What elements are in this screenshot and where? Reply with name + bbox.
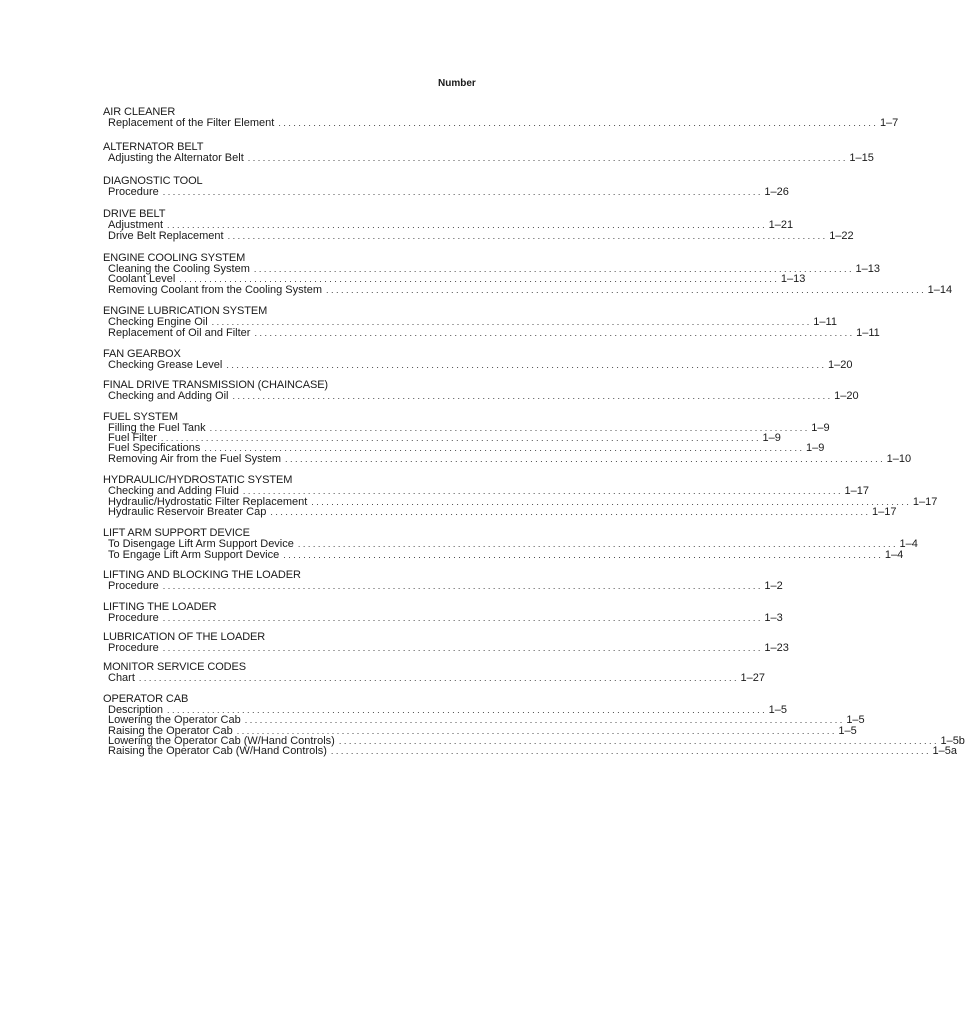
toc-section xyxy=(103,474,938,519)
toc-section xyxy=(103,410,912,465)
entry-label: Filling the Fuel Tank xyxy=(108,421,206,434)
dot-leader xyxy=(278,118,876,128)
toc-entry[interactable] xyxy=(103,229,854,242)
toc-entry[interactable] xyxy=(103,714,865,727)
entry-label: Drive Belt Replacement xyxy=(108,229,224,242)
dot-leader xyxy=(228,231,826,241)
toc-entry[interactable] xyxy=(103,421,830,434)
dot-leader xyxy=(212,317,810,327)
toc-entry[interactable] xyxy=(103,326,880,339)
entry-label: To Disengage Lift Arm Support Device xyxy=(108,538,294,551)
dot-leader xyxy=(163,581,761,591)
entry-label: Checking and Adding Oil xyxy=(108,390,229,403)
entry-label: Fuel Specifications xyxy=(108,442,201,455)
toc-entry[interactable] xyxy=(103,283,953,296)
entry-page-number: 1–17 xyxy=(912,495,938,508)
entry-page-number: 1–9 xyxy=(811,421,830,434)
entry-label: Procedure xyxy=(108,641,159,654)
entry-page-number: 1–26 xyxy=(764,185,789,198)
toc-entry[interactable] xyxy=(103,152,874,165)
section-title: LIFTING THE LOADER xyxy=(103,600,217,613)
toc-entry[interactable] xyxy=(103,745,957,758)
toc-entry[interactable] xyxy=(103,672,766,685)
entry-label: Hydraulic/Hydrostatic Filter Replacement xyxy=(108,495,308,508)
entry-page-number: 1–4 xyxy=(884,548,904,561)
section-title: LIFT ARM SUPPORT DEVICE xyxy=(103,527,250,540)
dot-leader xyxy=(243,486,841,496)
entry-page-number: 1–4 xyxy=(899,538,918,551)
toc-section xyxy=(103,208,854,242)
dot-leader xyxy=(163,613,761,623)
toc-section xyxy=(103,692,965,758)
entry-label: Raising the Operator Cab xyxy=(108,724,233,737)
entry-page-number: 1–5a xyxy=(932,745,957,758)
section-title: ALTERNATOR BELT xyxy=(103,141,204,154)
entry-label: Lowering the Operator Cab (W/Hand Controls) xyxy=(108,734,335,747)
entry-label: Adjusting the Alternator Belt xyxy=(108,152,244,165)
dot-leader xyxy=(139,673,737,683)
entry-label: Removing Air from the Fuel System xyxy=(108,452,282,465)
entry-label: Procedure xyxy=(108,580,159,593)
entry-page-number: 1–5 xyxy=(768,703,788,716)
entry-label: Replacement of the Filter Element xyxy=(108,117,275,129)
entry-label: Checking Grease Level xyxy=(108,358,223,371)
entry-label: Checking and Adding Fluid xyxy=(108,485,239,498)
entry-label: Lowering the Operator Cab xyxy=(108,714,241,727)
dot-leader xyxy=(298,539,896,549)
entry-label: To Engage Lift Arm Support Device xyxy=(108,548,280,561)
section-title: ENGINE COOLING SYSTEM xyxy=(103,251,246,264)
section-title: DIAGNOSTIC TOOL xyxy=(103,174,203,187)
section-title: FUEL SYSTEM xyxy=(103,410,178,423)
entry-page-number: 1–21 xyxy=(768,219,794,232)
entry-page-number: 1–22 xyxy=(829,229,854,242)
dot-leader xyxy=(270,507,868,517)
entry-page-number: 1–11 xyxy=(856,326,880,339)
dot-leader xyxy=(167,705,765,715)
entry-page-number: 1–10 xyxy=(886,452,912,465)
entry-label: Replacement of Oil and Filter xyxy=(108,326,251,339)
toc-entry[interactable] xyxy=(103,452,912,465)
entry-page-number: 1–5 xyxy=(846,714,865,727)
entry-label: Adjustment xyxy=(108,219,164,232)
entry-page-number: 1–2 xyxy=(764,580,783,593)
entry-page-number: 1–13 xyxy=(780,273,806,286)
toc-entry[interactable] xyxy=(103,117,899,129)
dot-leader xyxy=(331,746,929,756)
section-title: LUBRICATION OF THE LOADER xyxy=(103,630,266,643)
section-title: HYDRAULIC/HYDROSTATIC SYSTEM xyxy=(103,474,293,487)
section-title: LIFTING AND BLOCKING THE LOADER xyxy=(103,569,301,582)
toc-entry[interactable] xyxy=(103,506,897,519)
entry-label: Hydraulic Reservoir Breater Cap xyxy=(108,506,267,519)
toc-entry[interactable] xyxy=(103,641,789,654)
entry-page-number: 1–9 xyxy=(805,442,825,455)
dot-leader xyxy=(339,736,937,746)
page-number-column-heading: Number xyxy=(438,78,476,89)
section-title: DRIVE BELT xyxy=(103,208,166,221)
entry-label: Chart xyxy=(108,672,135,685)
dot-leader xyxy=(248,153,846,163)
dot-leader xyxy=(245,715,843,725)
entry-page-number: 1–23 xyxy=(764,641,789,654)
entry-page-number: 1–3 xyxy=(764,611,783,624)
dot-leader xyxy=(285,454,883,464)
toc-section xyxy=(103,379,859,403)
dot-leader xyxy=(232,391,830,401)
toc-section xyxy=(103,347,853,371)
toc-entry[interactable] xyxy=(103,548,904,561)
section-title: MONITOR SERVICE CODES xyxy=(103,661,246,674)
dot-leader xyxy=(326,285,924,295)
toc-entry[interactable] xyxy=(103,185,789,198)
entry-label: Coolant Level xyxy=(108,273,176,286)
entry-label: Removing Coolant from the Cooling System xyxy=(108,283,322,296)
section-title: FINAL DRIVE TRANSMISSION (CHAINCASE) xyxy=(103,379,328,392)
entry-page-number: 1–5b xyxy=(940,734,965,747)
dot-leader xyxy=(254,264,852,274)
entry-label: Procedure xyxy=(108,185,159,198)
dot-leader xyxy=(254,328,852,338)
toc-section xyxy=(103,305,880,339)
toc-entry[interactable] xyxy=(103,580,783,593)
toc-entry[interactable] xyxy=(103,611,783,624)
entry-page-number: 1–20 xyxy=(827,358,853,371)
section-title: OPERATOR CAB xyxy=(103,692,189,705)
dot-leader xyxy=(163,187,761,197)
entry-label: Procedure xyxy=(108,611,159,624)
toc-section xyxy=(103,600,783,624)
toc-entry[interactable] xyxy=(103,219,794,232)
entry-page-number: 1–27 xyxy=(740,672,766,685)
section-title: AIR CLEANER xyxy=(103,106,176,118)
toc-section xyxy=(103,141,874,165)
toc-section xyxy=(103,527,918,561)
toc-entry[interactable] xyxy=(103,316,837,329)
dot-leader xyxy=(161,433,759,443)
entry-label: Raising the Operator Cab (W/Hand Controls) xyxy=(108,745,327,758)
entry-page-number: 1–20 xyxy=(834,390,859,403)
toc-entry[interactable] xyxy=(103,390,859,403)
entry-page-number: 1–13 xyxy=(855,262,880,275)
toc-section xyxy=(103,630,789,654)
toc-section xyxy=(103,174,789,198)
entry-page-number: 1–14 xyxy=(927,283,953,296)
entry-page-number: 1–15 xyxy=(849,152,874,165)
entry-label: Checking Engine Oil xyxy=(108,316,208,329)
entry-label: Cleaning the Cooling System xyxy=(108,262,250,275)
toc-section xyxy=(103,251,953,296)
section-title: ENGINE LUBRICATION SYSTEM xyxy=(103,305,268,318)
dot-leader xyxy=(163,643,761,653)
entry-page-number: 1–9 xyxy=(762,432,781,445)
entry-page-number: 1–7 xyxy=(879,117,899,129)
toc-section xyxy=(103,569,783,593)
toc-section xyxy=(103,661,766,685)
dot-leader xyxy=(311,497,909,507)
toc-entry[interactable] xyxy=(103,358,853,371)
section-title: FAN GEARBOX xyxy=(103,347,181,360)
dot-leader xyxy=(283,550,881,560)
entry-page-number: 1–11 xyxy=(813,316,837,329)
entry-label: Fuel Filter xyxy=(108,432,157,445)
table-of-contents xyxy=(103,97,965,758)
dot-leader xyxy=(204,443,802,453)
entry-page-number: 1–5 xyxy=(838,724,857,737)
dot-leader xyxy=(167,220,765,230)
entry-label: Description xyxy=(108,703,164,716)
dot-leader xyxy=(226,360,824,370)
toc-section xyxy=(103,106,899,129)
entry-page-number: 1–17 xyxy=(844,485,869,498)
dot-leader xyxy=(210,423,808,433)
entry-page-number: 1–17 xyxy=(871,506,897,519)
